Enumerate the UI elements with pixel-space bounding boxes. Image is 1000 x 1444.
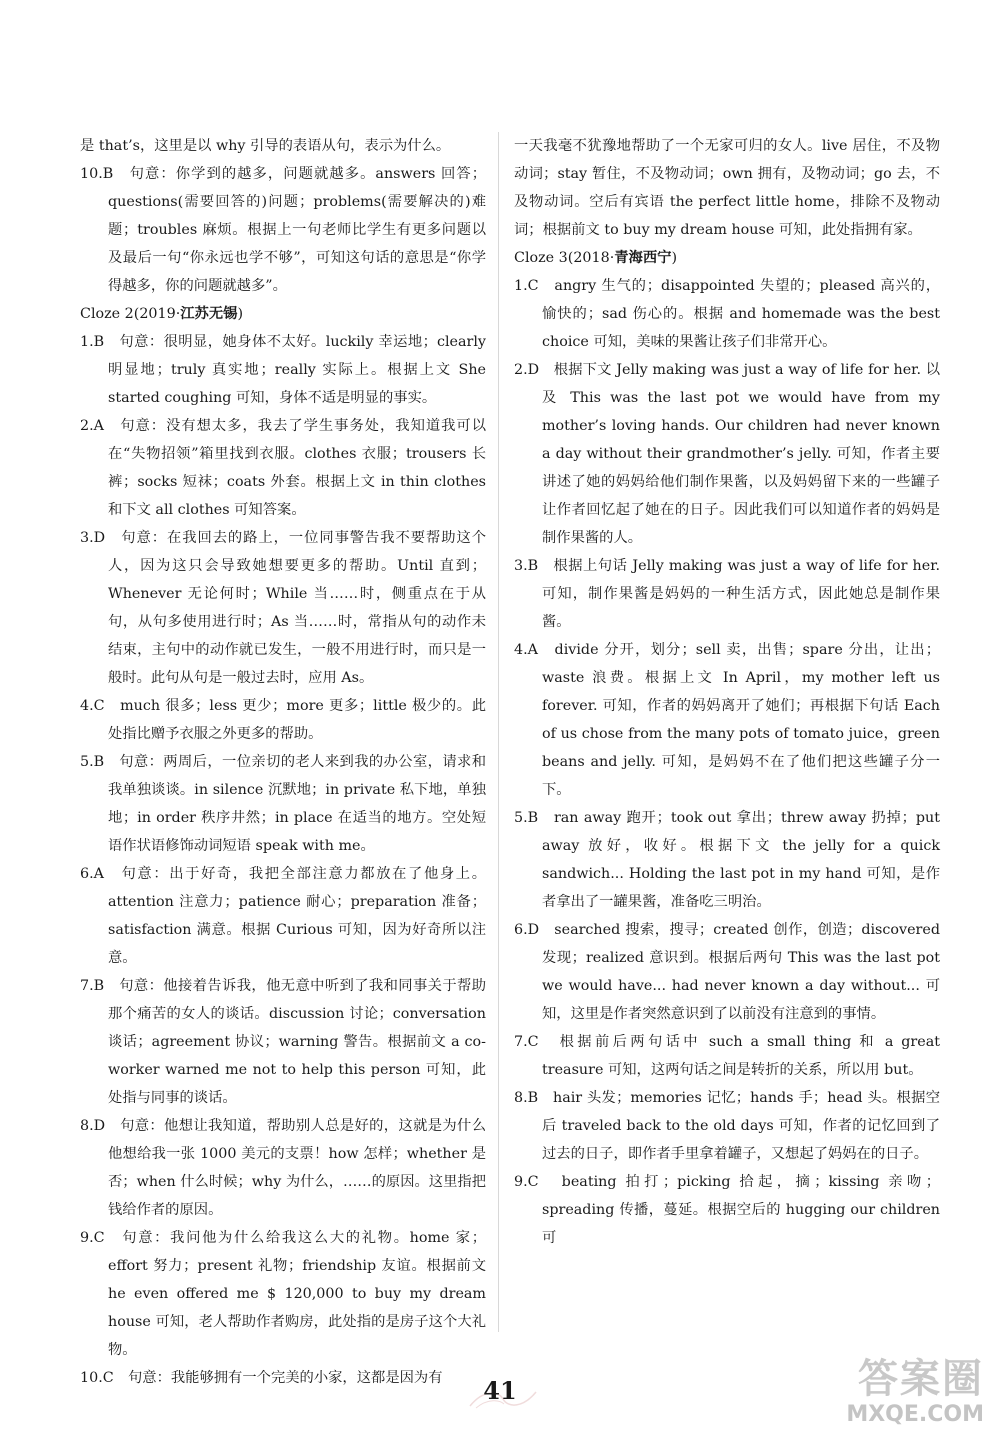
page-number: 41 <box>483 1376 517 1405</box>
answer-item: 3.B 根据上句话 Jelly making was just a way of life for her. 可知，制作果酱是妈妈的一种生活方式，因此她总是制作果酱。 <box>514 558 940 630</box>
section-heading-source: 青海西宁 <box>614 250 672 266</box>
section-heading-tail: ) <box>671 250 678 266</box>
answer-item: 2.A 句意：没有想太多，我去了学生事务处，我知道我可以在“失物招领”箱里找到衣服。clothes 衣服；trousers 长裤；socks 短袜；coats 外套。根据上文 in thin clothes 和下文 all clothes 可知答案。 <box>80 418 486 518</box>
answer-item: 3.D 句意：在我回去的路上，一位同事警告我不要帮助这个人，因为这只会导致她想要更多的帮助。Until 直到；Whenever 无论何时；While 当……时，侧重点在于从句，从句多使用进行时；As 当……时，常指从句的动作未结束，主句中的动作就已发生，一般不用进行时，而只是一般时。此句从句是一般过去时，应用 As。 <box>80 530 486 686</box>
answer-item: 4.A divide 分开，划分；sell 卖，出售；spare 分出，让出；waste 浪费。根据上文 In April，my mother left us forever. 可知，作者的妈妈离开了她们；再根据下句话 Each of us chose from the many pots of tomato juice，green beans and jelly. 可知，是妈妈不在了他们把这些罐子分一下。 <box>514 642 940 798</box>
watermark-logo: 答案圈 <box>858 1356 984 1402</box>
section-heading-label: Cloze 2(2019· <box>80 306 181 322</box>
answer-item: 2.D 根据下文 Jelly making was just a way of life for her. 以及 This was the last pot we would have from my mother’s loving hands. Our children had never known a day without their grandmother’s jelly. 可知，作者主要讲述了她的妈妈给他们制作果酱，以及妈妈留下来的一些罐子让作者回忆起了她在的日子。因此我们可以知道作者的妈妈是制作果酱的人。 <box>514 362 940 546</box>
answer-item: 7.C 根据前后两句话中 such a small thing 和 a great treasure 可知，这两句话之间是转折的关系，所以用 but。 <box>514 1034 940 1078</box>
answer-item: 9.C beating 拍打；picking 拾起，摘；kissing 亲吻；spreading 传播，蔓延。根据空后的 hugging our children 可 <box>514 1174 940 1246</box>
answer-item: 9.C 句意：我问他为什么给我这么大的礼物。home 家；effort 努力；present 礼物；friendship 友谊。根据前文 he even offered me $ 120,000 to buy my dream house 可知，老人帮助作者购房，此处指的是房子这个大礼物。 <box>80 1230 486 1358</box>
answer-item: 4.C much 很多；less 更少；more 更多；little 极少的。此处指比赠予衣服之外更多的帮助。 <box>80 698 486 742</box>
column-divider <box>498 132 499 1332</box>
section-heading-label: Cloze 3(2018· <box>514 250 615 266</box>
answer-item: 1.B 句意：很明显，她身体不太好。luckily 幸运地；clearly 明显地；truly 真实地；really 实际上。根据上文 She started coughing 可知，身体不适是明显的事实。 <box>80 334 486 406</box>
answer-item: 10.B 句意：你学到的越多，问题就越多。answers 回答；questions(需要回答的)问题；problems(需要解决的)难题；troubles 麻烦。根据上一句老师比学生有更多问题以及最后一句“你永远也学不够”，可知这句话的意思是“你学得越多，你的问题就越多”。 <box>80 166 486 294</box>
section-heading <box>514 244 940 272</box>
answer-item: 8.B hair 头发；memories 记忆；hands 手；head 头。根据空后 traveled back to the old days 可知，作者的记忆回到了过去的日子，即作者手里拿着罐子，又想起了妈妈在的日子。 <box>514 1090 940 1162</box>
section-heading-tail: ) <box>237 306 244 322</box>
section-heading-source: 江苏无锡 <box>180 306 238 322</box>
right-column <box>514 132 940 1332</box>
answer-item: 6.A 句意：出于好奇，我把全部注意力都放在了他身上。attention 注意力；patience 耐心；preparation 准备；satisfaction 满意。根据 Curious 可知，因为好奇所以注意。 <box>80 866 486 966</box>
answer-item: 6.D searched 搜索，搜寻；created 创作，创造；discovered 发现；realized 意识到。根据后两句 This was the last pot we would have... had never known a day without... 可知，这里是作者突然意识到了以前没有注意到的事情。 <box>514 922 940 1022</box>
continued-paragraph: 一天我毫不犹豫地帮助了一个无家可归的女人。live 居住，不及物动词；stay 暂住，不及物动词；own 拥有，及物动词；go 去，不及物动词。空后有宾语 the perfect little home，排除不及物动词；根据前文 to buy my dream house 可知，此处指拥有家。 <box>514 138 940 238</box>
answer-item: 5.B ran away 跑开；took out 拿出；threw away 扔掉；put away 放好，收好。根据下文 the jelly for a quick sandwich... Holding the last pot in my hand 可知，是作者拿出了一罐果酱，准备吃三明治。 <box>514 810 940 910</box>
continued-paragraph: 是 that’s，这里是以 why 引导的表语从句，表示为什么。 <box>80 138 451 154</box>
answer-item: 7.B 句意：他接着告诉我，他无意中听到了我和同事关于帮助那个痛苦的女人的谈话。discussion 讨论；conversation 谈话；agreement 协议；warning 警告。根据前文 a co-worker warned me not to help this person 可知，此处指与同事的谈话。 <box>80 978 486 1106</box>
answer-item: 1.C angry 生气的；disappointed 失望的；pleased 高兴的，愉快的；sad 伤心的。根据 and homemade was the best choice 可知，美味的果酱让孩子们非常开心。 <box>514 278 940 350</box>
watermark <box>784 1356 984 1428</box>
watermark-url: MXQE.COM <box>846 1402 984 1427</box>
section-heading <box>80 300 486 328</box>
left-column <box>80 132 486 1386</box>
answer-item: 8.D 句意：他想让我知道，帮助别人总是好的，这就是为什么他想给我一张 1000 美元的支票！how 怎样；whether 是否；when 什么时候；why 为什么，……的原因。这里指把钱给作者的原因。 <box>80 1118 486 1218</box>
answer-item: 5.B 句意：两周后，一位亲切的老人来到我的办公室，请求和我单独谈谈。in silence 沉默地；in private 私下地，单独地；in order 秩序井然；in place 在适当的地方。空处短语作状语修饰动词短语 speak with me。 <box>80 754 486 854</box>
answer-item: 10.C 句意：我能够拥有一个完美的小家，这都是因为有 <box>80 1370 443 1386</box>
